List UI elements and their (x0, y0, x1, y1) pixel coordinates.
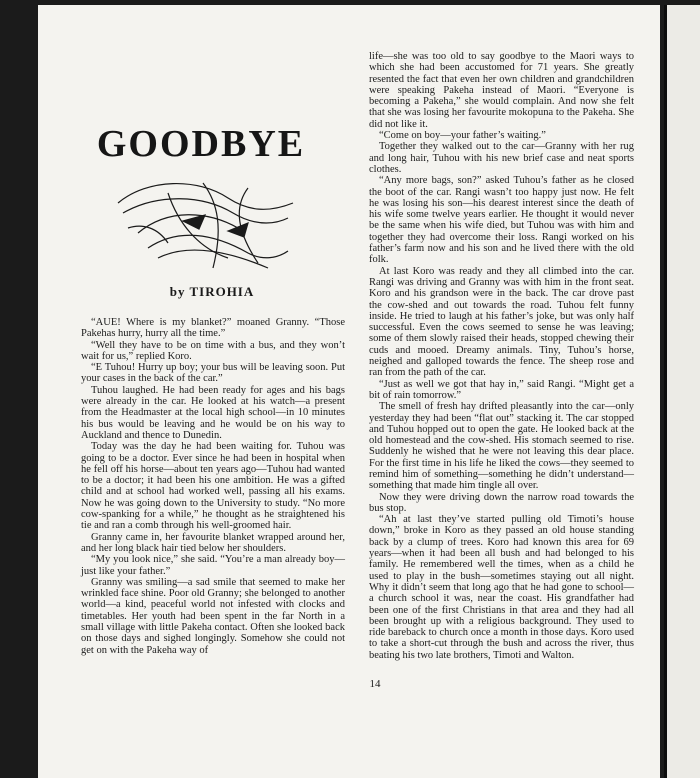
paragraph: Today was the day he had been waiting for. Tuhou was going to be a doctor. Ever since he had been in hospital when he fell off his horse—about ten years ago—Tuhou had wanted to be a doctor; it had been his one ambition. He was a gifted child and at school had worked well, passing all his exams. Now he was going down to the University to study. “No more cow-spanking for a while,” he thought as he straightened his tie and ran a comb through his well-groomed hair. (81, 441, 345, 532)
paragraph: Granny was smiling—a sad smile that seemed to make her wrinkled face shine. Poor old Granny; she belonged to another world—a kind, peaceful world not infested with clocks and timetables. Her youth had been spent in the far North in a small village with little Pakeha contact. Often she looked back on those days and sighed longingly. Somehow she could not get on with the Pakeha way of (81, 576, 345, 656)
paragraph: The smell of fresh hay drifted pleasantly into the car—only yesterday they had been “flat out” stacking it. The car stopped and Tuhou hopped out to open the gate. He looked back at the old homestead and the cow-shed. His stomach seemed to rise. Suddenly he wished that he were not leaving this dear place. For the first time in his life he liked the cows—they seemed to remind him of something—something he didn’t understand—something that made him tingle all over. (369, 401, 634, 492)
paragraph: “Any more bags, son?” asked Tuhou’s father as he closed the boot of the car. Rangi wasn’t too happy just now. He felt he was losing his son—his dearest interest since the death of his wife some twelve years earlier. He thought it would never be the same when his wife died, but Tuhou was with him and together they had overcome their loss. Rangi worked on his father’s farm now and his son and he lived there with the old folk. (369, 175, 634, 266)
paragraph: “Come on boy—your father’s waiting.” (379, 130, 546, 142)
paragraph: Granny came in, her favourite blanket wrapped around her, and her long black hair tied below her shoulders. (81, 531, 345, 554)
bird-illustration (108, 173, 298, 273)
page-number: 14 (369, 678, 381, 690)
paragraph: Now they were driving down the narrow road towards the bus stop. (369, 491, 634, 514)
paragraph: “Well they have to be on time with a bus, and they won’t wait for us,” replied Koro. (81, 339, 345, 362)
paragraph: At last Koro was ready and they all climbed into the car. Rangi was driving and Granny was with him in the front seat. Koro and his grandson were in the back. The car drove past the cow-shed and out towards the road. Tuhou felt funny inside. He tried to laugh at his father’s joke, but was only half successful. Even the cows seemed to sense he was leaving; some of them slowly raised their heads, stopped chewing their cuds and mooed. Dreamy animals. Tiny, Tuhou’s horse, neighed and galloped towards the fence. The sheep rose and ran from the path of the car. (369, 265, 634, 379)
paragraph: “AUE! Where is my blanket?” moaned Granny. “Those Pakehas hurry, hurry all the time.” (81, 317, 345, 340)
article-title: GOODBYE (96, 123, 306, 165)
text-column-right (369, 51, 634, 661)
facing-page-edge (664, 5, 700, 778)
article-byline: by TIROHIA (169, 284, 255, 299)
paragraph: Tuhou laughed. He had been ready for ages and his bags were already in the car. He looked at his watch—a present from the Headmaster at the local high school—in 10 minutes his bus would be leaving and he would be on his way to Auckland and thence to Dunedin. (81, 384, 345, 441)
paragraph: “Ah at last they’ve started pulling old Timoti’s house down,” broke in Koro as they passed an old house standing back by a clump of trees. Koro had known this area for 69 years—when it had been all bush and had belonged to his family. He remembered well the times, when as a child he used to play in the bush—sometimes staying out all night. Why it didn’t seem that long ago that he had gone to school—a church school it was, near the coast. His grandfather had been one of the first Christians in that area and they had all been brought up with a religious background. They used to ride bareback to church once a month in those days. Koro used to take a short-cut through the bush and across the river, thus beating his two late brothers, Timoti and Walton. (369, 514, 634, 661)
paragraph: life—she was too old to say goodbye to the Maori ways to which she had been accustomed for 71 years. She greatly resented the fact that even her own children and grandchildren were speaking Pakeha instead of Maori. “Everyone is becoming a Pakeha,” she would complain. And now she felt that she was losing her favourite mokopuna to the Pakeha. She did not like it. (369, 51, 634, 130)
paragraph: “E Tuhou! Hurry up boy; your bus will be leaving soon. Put your cases in the back of the car.” (81, 362, 345, 385)
paragraph: Together they walked out to the car—Granny with her rug and long hair, Tuhou with his new brief case and neat sports clothes. (369, 141, 634, 175)
paragraph: “My you look nice,” she said. “You’re a man already boy—just like your father.” (81, 554, 345, 577)
paragraph: “Just as well we got that hay in,” said Rangi. “Might get a bit of rain tomorrow.” (369, 378, 634, 401)
text-column-left (81, 317, 345, 656)
